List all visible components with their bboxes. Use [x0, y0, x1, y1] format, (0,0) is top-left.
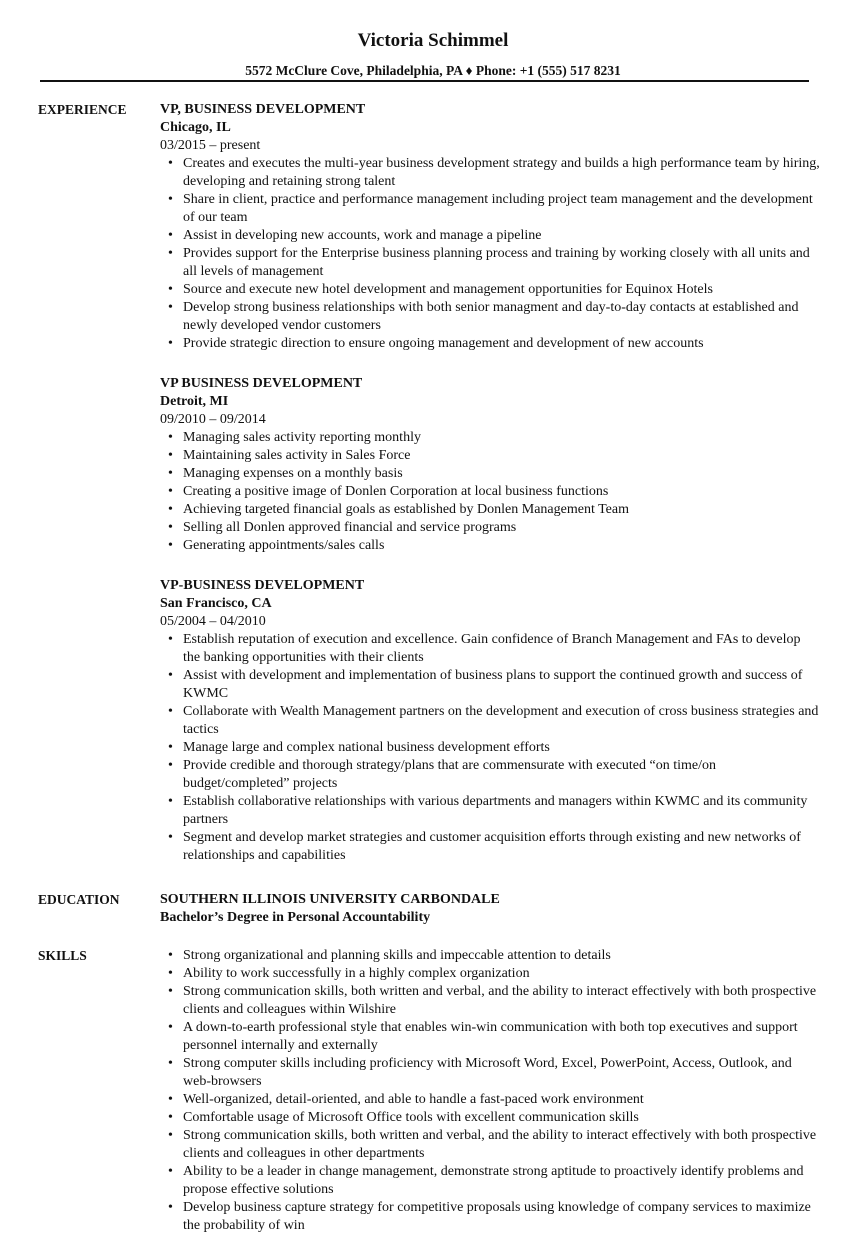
list-item: • Comfortable usage of Microsoft Office tools with excellent communication skills — [160, 1109, 820, 1127]
job-dates: 09/2010 – 09/2014 — [160, 412, 266, 427]
list-item: • Strong organizational and planning skills and impeccable attention to details — [160, 947, 820, 965]
list-item: • Assist with development and implementation of business plans to support the continued growth and success of KWMC — [160, 667, 820, 703]
resume-name: Victoria Schimmel — [357, 30, 509, 51]
list-item: • Source and execute new hotel development and management opportunities for Equinox Hotels — [160, 281, 820, 299]
list-item: • Selling all Donlen approved financial and service programs — [160, 519, 820, 537]
list-item: • Collaborate with Wealth Management partners on the development and execution of cross business strategies and tactics — [160, 703, 820, 739]
school-name: SOUTHERN ILLINOIS UNIVERSITY CARBONDALE — [160, 892, 500, 907]
list-item: • Manage large and complex national business development efforts — [160, 739, 820, 757]
list-item: • Creating a positive image of Donlen Corporation at local business functions — [160, 483, 820, 501]
education-heading: EDUCATION — [38, 892, 120, 907]
list-item: • Assist in developing new accounts, work and manage a pipeline — [160, 227, 820, 245]
experience-heading: EXPERIENCE — [38, 102, 127, 117]
list-item: • Strong communication skills, both written and verbal, and the ability to interact effectively with both prospective clients and colleagues in other departments — [160, 1127, 820, 1163]
job-location: Chicago, IL — [160, 120, 231, 135]
list-item: • Develop business capture strategy for competitive proposals using knowledge of company services to maximize the probability of win — [160, 1199, 820, 1235]
list-item: • Provide strategic direction to ensure ongoing management and development of new accounts — [160, 335, 820, 353]
job-location: San Francisco, CA — [160, 596, 272, 611]
skills-heading: SKILLS — [38, 948, 87, 963]
contact-line: 5572 McClure Cove, Philadelphia, PA ♦ Phone: +1 (555) 517 8231 — [245, 63, 621, 78]
list-item: • Managing expenses on a monthly basis — [160, 465, 820, 483]
list-item: • Establish reputation of execution and excellence. Gain confidence of Branch Management and FAs to develop the banking opportunities with their clients — [160, 631, 820, 667]
job-title: VP, BUSINESS DEVELOPMENT — [160, 102, 366, 117]
list-item: • Share in client, practice and performance management including project team management and the development of our team — [160, 191, 820, 227]
job-dates: 05/2004 – 04/2010 — [160, 614, 266, 629]
list-item: • Provide credible and thorough strategy/plans that are commensurate with executed “on time/on budget/completed” projects — [160, 757, 820, 793]
list-item: • Establish collaborative relationships with various departments and managers within KWMC and its community partners — [160, 793, 820, 829]
list-item: • Develop strong business relationships with both senior managment and day-to-day contacts at established and newly developed vendor customers — [160, 299, 820, 335]
job-entry-1 — [160, 101, 820, 353]
degree: Bachelor’s Degree in Personal Accountability — [160, 910, 431, 925]
header-divider — [40, 80, 809, 82]
job-bullets — [160, 631, 820, 865]
list-item: • Ability to work successfully in a highly complex organization — [160, 965, 820, 983]
list-item: • Achieving targeted financial goals as established by Donlen Management Team — [160, 501, 820, 519]
list-item: • Well-organized, detail-oriented, and able to handle a fast-paced work environment — [160, 1091, 820, 1109]
list-item: • Ability to be a leader in change management, demonstrate strong aptitude to proactively identify problems and propose effective solutions — [160, 1163, 820, 1199]
job-title: VP-BUSINESS DEVELOPMENT — [160, 578, 365, 593]
list-item: • Generating appointments/sales calls — [160, 537, 820, 555]
job-bullets — [160, 429, 820, 555]
experience-content-2 — [160, 375, 820, 555]
skills-content — [160, 947, 820, 1235]
experience-content-3 — [160, 577, 820, 865]
education-content — [160, 891, 820, 927]
list-item: • Maintaining sales activity in Sales Force — [160, 447, 820, 465]
job-entry-3 — [160, 577, 820, 865]
job-bullets — [160, 155, 820, 353]
list-item: • Managing sales activity reporting monthly — [160, 429, 820, 447]
job-title: VP BUSINESS DEVELOPMENT — [160, 376, 363, 391]
list-item: • Provides support for the Enterprise business planning process and training by working closely with all units and all levels of management — [160, 245, 820, 281]
list-item: • Segment and develop market strategies and customer acquisition efforts through existing and new networks of relationships and capabilities — [160, 829, 820, 865]
list-item: • Strong communication skills, both written and verbal, and the ability to interact effectively with both prospective clients and colleagues within Wilshire — [160, 983, 820, 1019]
job-dates: 03/2015 – present — [160, 138, 261, 153]
list-item: • A down-to-earth professional style that enables win-win communication with both top executives and support personnel internally and externally — [160, 1019, 820, 1055]
list-item: • Strong computer skills including proficiency with Microsoft Word, Excel, PowerPoint, Access, Outlook, and web-browsers — [160, 1055, 820, 1091]
experience-content — [160, 101, 820, 353]
job-entry-2 — [160, 375, 820, 555]
skills-list — [160, 947, 820, 1235]
job-location: Detroit, MI — [160, 394, 229, 409]
list-item: • Creates and executes the multi-year business development strategy and builds a high performance team by hiring, developing and retaining strong talent — [160, 155, 820, 191]
